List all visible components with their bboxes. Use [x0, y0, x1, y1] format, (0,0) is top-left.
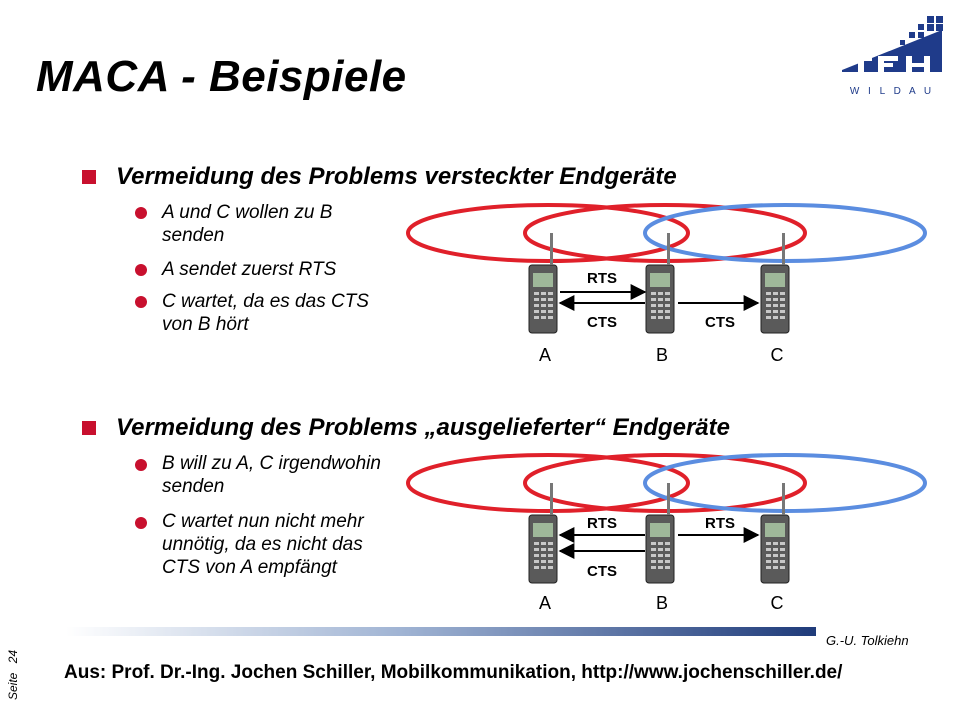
source-citation: Aus: Prof. Dr.-Ing. Jochen Schiller, Mobilkommunikation, http://www.jochenschiller.de/: [64, 662, 843, 683]
section-bullet-marker: [82, 170, 96, 184]
page-label: Seite: [6, 672, 20, 700]
label-cts: CTS: [587, 563, 617, 580]
section1-bullet-1: A und C wollen zu B senden: [162, 202, 333, 246]
page-indicator: [6, 650, 20, 700]
label-rts-left: RTS: [587, 515, 617, 532]
bullet-dot: [135, 459, 147, 471]
label-rts: RTS: [587, 270, 617, 287]
tfh-logo: [832, 10, 952, 110]
logo-subtitle: W I L D A U: [849, 86, 935, 97]
node-label-b: B: [655, 345, 669, 365]
author-label: G.-U. Tolkiehn: [826, 633, 909, 648]
node-label-a: A: [538, 345, 552, 365]
node-label-b: B: [655, 593, 669, 613]
section1-heading: Vermeidung des Problems versteckter Endgeräte: [116, 163, 677, 190]
section2-bullet-1: B will zu A, C irgendwohin senden: [162, 453, 381, 497]
section1-bullet-2: A sendet zuerst RTS: [162, 259, 337, 280]
footer-gradient-bar: [66, 627, 816, 636]
phone-c-icon: [761, 233, 789, 333]
bullet-dot: [135, 207, 147, 219]
slide-title: MACA - Beispiele: [36, 52, 407, 101]
label-cts-right: CTS: [705, 314, 735, 331]
bullet-dot: [135, 517, 147, 529]
bullet-dot: [135, 296, 147, 308]
coverage-ellipse-b: [525, 455, 805, 511]
section2-heading: Vermeidung des Problems „ausgelieferter“ Endgeräte: [116, 414, 730, 441]
page-number: 24: [6, 649, 20, 664]
node-label-a: A: [538, 593, 552, 613]
section-bullet-marker: [82, 421, 96, 435]
node-label-c: C: [770, 593, 784, 613]
label-cts-left: CTS: [587, 314, 617, 331]
diagram-hidden-terminal: [400, 195, 960, 375]
section1-bullet-3: C wartet, da es das CTS von B hört: [162, 291, 369, 335]
node-label-c: C: [770, 345, 784, 365]
phone-c-icon: [761, 483, 789, 583]
label-rts-right: RTS: [705, 515, 735, 532]
diagram-exposed-terminal: [400, 445, 960, 620]
section2-bullet-2: C wartet nun nicht mehr unnötig, da es nicht das CTS von A empfängt: [162, 511, 364, 578]
coverage-ellipse-b: [525, 205, 805, 261]
bullet-dot: [135, 264, 147, 276]
